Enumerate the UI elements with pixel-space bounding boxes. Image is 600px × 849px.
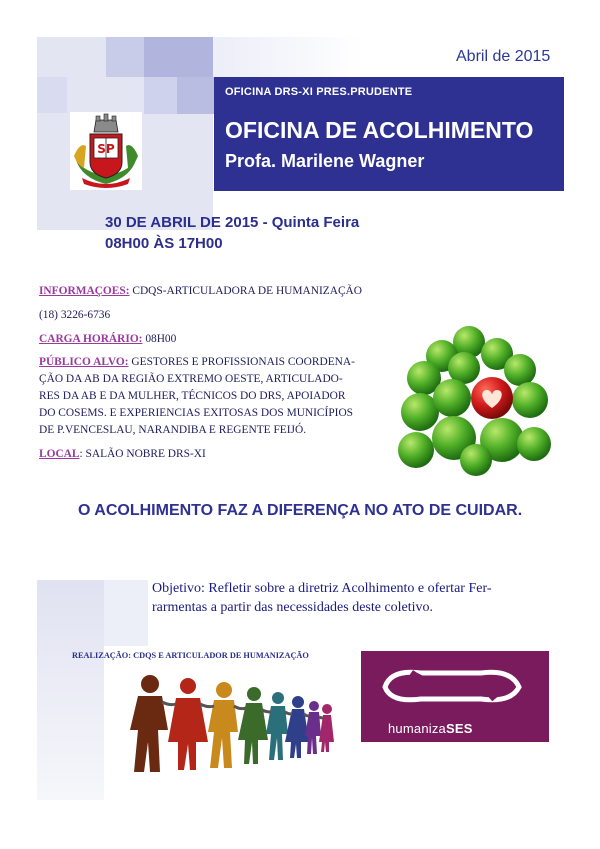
decor-tile — [213, 37, 363, 77]
info-line — [39, 331, 176, 347]
instructor-name: Profa. Marilene Wagner — [225, 151, 425, 171]
publico-line: GESTORES E PROFISSIONAIS COORDENA- — [128, 356, 355, 368]
decor-tile — [37, 580, 104, 800]
carga-value: 08H00 — [142, 333, 177, 345]
publico-label: PÚBLICO ALVO: — [39, 356, 129, 368]
svg-text:SP: SP — [97, 142, 115, 156]
publico-line: DO COSEMS. E EXPERIENCIAS EXITOSAS DOS MUNICÍPIOS — [39, 407, 354, 419]
decor-tile — [177, 77, 214, 114]
people-chain-image — [128, 672, 334, 782]
objective-text — [152, 579, 552, 617]
informacoes-label: INFORMAÇOES: — [39, 285, 130, 297]
objective-line: rarmentas a partir das necessidades deste coletivo. — [152, 600, 434, 615]
decor-tile — [104, 580, 148, 646]
humaniza-prefix: humaniza — [388, 721, 446, 736]
event-time: 08H00 ÀS 17H00 — [105, 235, 223, 252]
phone-number: (18) 3226-6736 — [39, 309, 111, 321]
humaniza-suffix: SES — [445, 721, 473, 736]
realizacao-text: REALIZAÇÃO: CDQS E ARTICULADOR DE HUMANIZAÇÃO — [72, 651, 309, 660]
informacoes-value: CDQS-ARTICULADORA DE HUMANIZAÇÃO — [129, 285, 363, 297]
decor-tile — [144, 37, 213, 77]
objective-line: Objetivo: Refletir sobre a diretriz Acolhimento e ofertar Fer- — [152, 581, 492, 596]
local-value: : SALÃO NOBRE DRS-XI — [79, 448, 206, 460]
slogan: O ACOLHIMENTO FAZ A DIFERENÇA NO ATO DE CUIDAR. — [78, 502, 523, 519]
local-label: LOCAL — [39, 448, 80, 460]
carga-label: CARGA HORÁRIO: — [39, 333, 143, 345]
humaniza-wordmark — [388, 721, 473, 736]
apples-heart-image — [394, 320, 552, 477]
info-line — [39, 446, 206, 462]
publico-line: DE P.VENCESLAU, NARANDIBA E REGENTE FEIJÓ. — [39, 424, 307, 436]
publico-line: RES DA AB E DA MULHER, TÉCNICOS DO DRS, APOIADOR — [39, 390, 346, 402]
info-line — [39, 354, 355, 370]
sao-paulo-seal-icon — [70, 112, 142, 190]
publico-line: ÇÃO DA AB DA REGIÃO EXTREMO OESTE, ARTICULADO- — [39, 373, 343, 385]
person-figure — [130, 675, 168, 772]
banner-subtitle: OFICINA DRS-XI PRES.PRUDENTE — [225, 86, 413, 98]
page-title: OFICINA DE ACOLHIMENTO — [225, 117, 534, 143]
decor-tile — [37, 77, 67, 113]
info-line — [39, 283, 362, 299]
event-date: 30 DE ABRIL DE 2015 - Quinta Feira — [105, 214, 360, 231]
month-label: Abril de 2015 — [456, 48, 551, 65]
